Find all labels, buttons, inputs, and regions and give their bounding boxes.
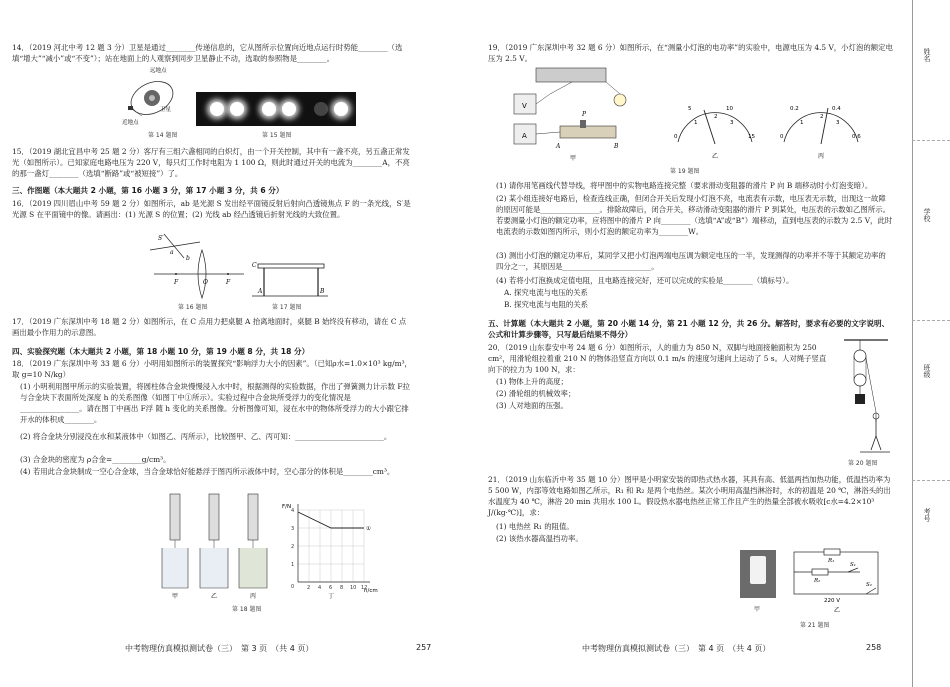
fig19-label-v: V xyxy=(522,102,527,110)
svg-text:0: 0 xyxy=(674,134,678,140)
xtick: 4 xyxy=(318,585,322,591)
fig21-caption: 第 21 题图 xyxy=(800,622,830,629)
svg-text:0: 0 xyxy=(780,134,784,140)
fig16-label-o: O xyxy=(203,279,208,286)
spring-scale-bing xyxy=(239,494,267,588)
section-5-heading: 五、计算题（本大题共 2 小题，第 20 小题 14 分，第 21 小题 12 分，共 26 分。解答时，要求有必要的文字说明、公式和计算步骤等，只写最后结果不得分） xyxy=(488,319,890,339)
ytick: 3 xyxy=(291,526,295,532)
lamp-bulb xyxy=(230,102,244,116)
fig18-apparatus xyxy=(160,490,275,602)
strip-divider xyxy=(912,140,950,141)
strip-label-name: 姓名 xyxy=(923,48,931,62)
fig21-label-s1: S₁ xyxy=(850,562,856,568)
fig19-sub-bing: 丙 xyxy=(818,153,825,160)
svg-text:15: 15 xyxy=(748,134,755,140)
fig21-label-r2: R₂ xyxy=(814,578,821,584)
question-19-part1: (1) 请你用笔画线代替导线，将甲图中的实物电路连接完整（要求滑动变阻器的滑片 P 向 B 端移动时小灯泡变暗）。 xyxy=(496,181,873,190)
weight-block xyxy=(855,394,865,404)
fig18-curve-label: ① xyxy=(366,526,371,532)
fig15-lamp-photo xyxy=(196,92,356,126)
fig19-label-b: B xyxy=(614,143,619,150)
question-15: 15．（2019 湖北宜昌中考 25 题 2 分）客厅有三组六盏相同的白炽灯，由一个开关控制，其中有一盏不亮，另五盏正常发光（如图所示）。已知家庭电路电压为 220 V，每只灯工作时电阻为 1 100 Ω，则此时通过开关的电流为________A，不亮的那一盏灯________（选填“断路”或“被短接”）了。 xyxy=(12,147,410,178)
question-19: 19．（2019 广东深圳中考 32 题 6 分）如图所示，在“测量小灯泡的电功率”的实验中，电源电压为 4.5 V，小灯泡的额定电压为 2.5 V。 xyxy=(488,43,893,63)
ytick: 4 xyxy=(291,508,295,514)
svg-text:1: 1 xyxy=(800,120,804,126)
xtick: 10 xyxy=(350,585,357,591)
fig16-label-f2: F xyxy=(226,279,231,286)
rheostat xyxy=(560,126,616,138)
question-19-option-b: B. 探究电流与电阻的关系 xyxy=(504,300,589,309)
resistor-r1 xyxy=(824,549,840,555)
fig17-caption: 第 17 题图 xyxy=(272,304,302,311)
small-bulb xyxy=(614,94,626,106)
fig18-sub-ding: 丁 xyxy=(328,593,335,600)
question-19-part2: (2) 某小组连接好电路后，检查连线正确，但闭合开关后发现小灯泡不亮，电流表有示数，电压表无示数，出现这一故障的原因可能是________________。排除故障后，闭合开关，移动滑动变阻器的滑片 P 到某处，电压表的示数如乙图所示。若要测量小灯泡的额定功率，应将图中的滑片 P 向________（选填“A”或“B”）端移动，直到电压表的示数为 2.5 V，此时电流表的示数如图丙所示，则小灯泡的额定功率为________W。 xyxy=(496,194,893,236)
fig16-lens-diagram xyxy=(140,232,250,302)
lamp-bulb xyxy=(210,102,224,116)
ytick: 0 xyxy=(291,584,295,590)
binding-strip xyxy=(912,0,950,687)
fig19-sub-jia: 甲 xyxy=(570,155,577,162)
fig14-label-sat: 卫星 xyxy=(160,107,172,113)
fig16-label-a: a xyxy=(170,249,174,256)
fig19-label-p: P xyxy=(582,111,587,118)
svg-text:0.2: 0.2 xyxy=(790,106,799,112)
fig21-sub-yi: 乙 xyxy=(834,607,841,614)
xtick: 12 xyxy=(361,585,368,591)
fig21-heater-photo xyxy=(740,550,776,598)
fig18-caption: 第 18 题图 xyxy=(232,606,262,613)
fig19-voltmeter-dial xyxy=(670,92,760,160)
question-21: 21．（2019 山东临沂中考 35 题 10 分）图甲是小明家安装的即热式热水器，其具有高、低温两挡加热功能，低温挡功率为 5 500 W，内部等效电路如图乙所示，R₁ 和 R₂ 是两个电热丝。某次小明用高温挡淋浴时，水的初温是 20 ℃，淋浴头的出水温度为 40 ℃，淋浴 20 min 共用水 100 L。假设热水器电热丝正常工作且产生的热量全部被水吸收[c水=4.2×10³ J/(kg·℃)]，求： xyxy=(488,475,891,517)
fig19-ammeter-dial xyxy=(776,92,866,160)
question-18-stem: 18．（2019 广东深圳中考 33 题 6 分）小明用如图所示的装置探究“影响浮力大小的因素”。（已知ρ水=1.0×10³ kg/m³，取 g=10 N/kg） xyxy=(12,359,412,379)
question-18-part2: (2) 将合金块分别浸没在水和某液体中（如图乙、丙所示），比较图甲、乙、丙可知：________________________。 xyxy=(20,432,392,441)
strip-label-id: 考号 xyxy=(923,508,931,522)
svg-text:2: 2 xyxy=(714,114,718,120)
fig18-sub-yi: 乙 xyxy=(211,593,218,600)
xtick: 6 xyxy=(329,585,333,591)
question-19-part3: (3) 测出小灯泡的额定功率后，某同学又把小灯泡两端电压调为额定电压的一半，发现测得的功率并不等于其额定功率的四分之一，其原因是________________________。 xyxy=(496,251,886,271)
fig21-label-r1: R₁ xyxy=(828,558,835,564)
question-20-part3: (3) 人对地面的压强。 xyxy=(496,401,568,410)
svg-text:2: 2 xyxy=(820,114,824,120)
lamp-bulb xyxy=(334,102,348,116)
fig19-sub-yi: 乙 xyxy=(712,153,719,160)
fig19-circuit-photo xyxy=(510,64,640,162)
question-20: 20．（2019 山东泰安中考 24 题 6 分）如图所示，人的重力为 850 N，双脚与地面接触面积为 250 cm²，用滑轮组拉着重 210 N 的物体沿竖直方向以 0.1 m/s 的速度匀速向上运动了 5 s。人对绳子竖直向下的拉力为 100 N，求： xyxy=(488,343,827,374)
right-footer: 中考物理仿真模拟测试卷（三） 第 4 页 （共 4 页） xyxy=(582,644,771,653)
fig16-label-s: S′ xyxy=(158,235,164,242)
svg-text:5: 5 xyxy=(688,106,692,112)
fig21-sub-jia: 甲 xyxy=(754,606,761,613)
fig18-graph xyxy=(280,500,380,600)
fig20-caption: 第 20 题图 xyxy=(848,460,878,467)
question-16: 16．（2019 四川眉山中考 59 题 2 分）如图所示，ab 是光源 S 发出经平面镜反射后射向凸透镜焦点 F 的一条光线，S′是光源 S 在平面镜中的像。请画出：(1) 光源 S 的位置；(2) 光线 ab 经凸透镜后折射光线的大致位置。 xyxy=(12,199,411,219)
fig15-caption: 第 15 题图 xyxy=(262,132,292,139)
fig21-label-voltage: 220 V xyxy=(824,598,841,604)
fig19-label-a: A xyxy=(556,143,561,150)
svg-text:3: 3 xyxy=(730,120,734,126)
fig17-label-a: A xyxy=(258,288,263,295)
switch-s2 xyxy=(866,588,876,594)
fig14-label-near: 近地点 xyxy=(122,120,139,126)
fig21-circuit-diagram xyxy=(790,548,882,614)
question-21-part2: (2) 该热水器高温挡功率。 xyxy=(496,534,583,543)
ytick: 1 xyxy=(291,562,295,568)
fig16-label-b: b xyxy=(186,255,190,262)
fig18-sub-bing: 丙 xyxy=(250,593,257,600)
resistor-r2 xyxy=(812,569,828,575)
strip-label-class: 班级 xyxy=(923,364,931,378)
switch-s1 xyxy=(848,568,858,572)
lamp-bulb-off xyxy=(314,102,328,116)
fig19-label-amp: A xyxy=(522,132,527,140)
strip-divider xyxy=(912,320,950,321)
fig17-table-diagram xyxy=(250,258,330,302)
question-17: 17．（2019 广东深圳中考 18 题 2 分）如图所示，在 C 点用力把桌腿 A 抬离地面时，桌腿 B 始终没有移动，请在 C 点画出最小作用力的示意图。 xyxy=(12,317,407,337)
right-page-number: 258 xyxy=(866,643,882,652)
xtick: 2 xyxy=(307,585,311,591)
fig16-caption: 第 16 题图 xyxy=(178,304,208,311)
question-20-part1: (1) 物体上升的高度； xyxy=(496,377,568,386)
battery-pack xyxy=(536,68,606,82)
fig18-sub-jia: 甲 xyxy=(172,593,179,600)
left-page xyxy=(0,0,468,687)
left-page-number: 257 xyxy=(416,643,432,652)
fig16-label-f1: F xyxy=(174,279,179,286)
strip-label-school: 学校 xyxy=(923,208,931,222)
fig17-label-b: B xyxy=(320,288,325,295)
ytick: 2 xyxy=(291,544,295,550)
section-3-heading: 三、作图题（本大题共 2 小题，第 16 小题 3 分，第 17 小题 3 分，共 6 分） xyxy=(12,186,284,195)
fig14-label-far: 远地点 xyxy=(150,68,167,74)
fig19-caption: 第 19 题图 xyxy=(670,168,700,175)
fig17-label-c: C xyxy=(252,262,257,269)
right-page xyxy=(470,0,910,687)
strip-divider xyxy=(912,480,950,481)
lamp-bulb xyxy=(262,102,276,116)
question-21-part1: (1) 电热丝 R₁ 的阻值。 xyxy=(496,522,574,531)
spring-scale-jia xyxy=(162,494,188,588)
spring-scale-yi xyxy=(200,494,228,588)
fig21-label-s2: S₂ xyxy=(866,582,872,588)
fig18-axis-y: F/N xyxy=(282,504,292,510)
svg-text:0.6: 0.6 xyxy=(852,134,861,140)
question-18-part1: (1) 小明利用图甲所示的实验装置，将圆柱体合金块慢慢浸入水中时，根据测得的实验数据，作出了弹簧测力计示数 F拉 与合金块下表面所处深度 h 的关系图像（如图丁中①所示）。实验过程中合金块所受浮力的变化情况是________________。请在图丁中画出 F浮 随 h 变化的关系图像。分析图像可知，浸在水中的物体所受浮力的大小跟它排开水的体积成________。 xyxy=(20,382,410,424)
question-18-part4: (4) 若用此合金块制成一空心合金球，当合金球恰好能悬浮于图丙所示液体中时，空心部分的体积是________cm³。 xyxy=(20,467,395,476)
fig20-pulley-diagram xyxy=(840,336,892,456)
svg-text:3: 3 xyxy=(836,120,840,126)
xtick: 8 xyxy=(340,585,344,591)
question-20-part2: (2) 滑轮组的机械效率； xyxy=(496,389,576,398)
moving-pulley xyxy=(854,374,866,386)
svg-text:0.4: 0.4 xyxy=(832,106,841,112)
fig14-satellite-orbit xyxy=(120,66,190,128)
svg-text:10: 10 xyxy=(726,106,733,112)
question-18-part3: (3) 合金块的密度为 ρ合金=________g/cm³。 xyxy=(20,455,171,464)
question-14: 14．（2019 河北中考 12 题 3 分）卫星是通过________传递信息的，它从图所示位置向近地点运行时势能________（选填“增大”“减小”或“不变”）；站在地面上的人观察到同步卫星静止不动，选取的参照物是________。 xyxy=(12,43,403,63)
fig18-axis-x: h/cm xyxy=(364,588,378,594)
left-footer: 中考物理仿真模拟测试卷（三） 第 3 页 （共 4 页） xyxy=(125,644,314,653)
svg-text:1: 1 xyxy=(694,120,698,126)
fig14-caption: 第 14 题图 xyxy=(148,132,178,139)
fixed-pulley xyxy=(854,350,866,362)
question-19-part4: (4) 若将小灯泡换成定值电阻，且电路连接完好，还可以完成的实验是________（填标号）。 xyxy=(496,276,794,285)
question-19-option-a: A. 探究电流与电压的关系 xyxy=(504,288,588,297)
lamp-bulb xyxy=(282,102,296,116)
section-4-heading: 四、实验探究题（本大题共 2 小题，第 18 小题 10 分，第 19 小题 8 分，共 18 分） xyxy=(12,347,310,356)
